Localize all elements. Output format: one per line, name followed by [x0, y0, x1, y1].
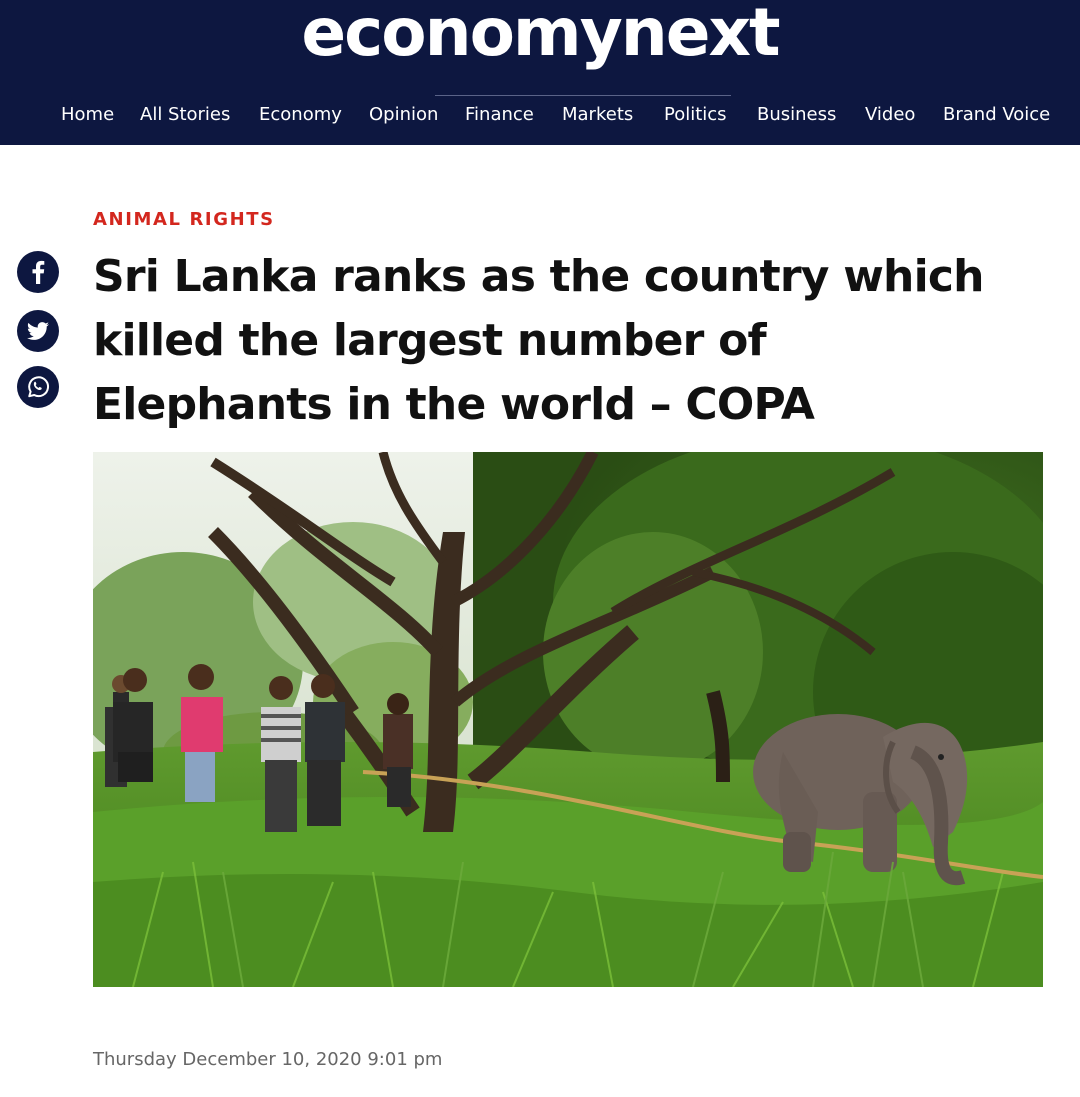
nav-item-economy[interactable]: Economy	[259, 104, 342, 125]
article-dateline: Thursday December 10, 2020 9:01 pm	[93, 1049, 443, 1070]
elephant-photo	[93, 452, 1043, 987]
nav-item-brand-voice[interactable]: Brand Voice	[943, 104, 1051, 125]
facebook-share-button[interactable]	[17, 251, 59, 293]
nav-item-politics[interactable]: Politics	[664, 104, 727, 125]
nav-divider	[435, 95, 731, 96]
nav-item-video[interactable]: Video	[865, 104, 916, 125]
nav-item-all-stories[interactable]: All Stories	[140, 104, 231, 125]
twitter-icon	[17, 310, 59, 352]
article-category[interactable]: ANIMAL RIGHTS	[93, 209, 275, 230]
headline-line: Elephants in the world – COPA	[93, 379, 815, 430]
article-hero-image[interactable]	[93, 452, 1043, 987]
site-header	[0, 0, 1080, 145]
facebook-icon	[17, 251, 59, 293]
headline-line: Sri Lanka ranks as the country which	[93, 251, 984, 302]
whatsapp-share-button[interactable]	[17, 366, 59, 408]
article-headline	[93, 245, 1053, 437]
nav-item-home[interactable]: Home	[61, 104, 115, 125]
twitter-share-button[interactable]	[17, 310, 59, 352]
whatsapp-icon	[17, 366, 59, 408]
nav-item-finance[interactable]: Finance	[465, 104, 534, 125]
nav-item-opinion[interactable]: Opinion	[369, 104, 439, 125]
headline-line: killed the largest number of	[93, 315, 766, 366]
main-nav	[0, 100, 1080, 132]
site-logo[interactable]: economynext	[301, 0, 779, 71]
nav-item-business[interactable]: Business	[757, 104, 837, 125]
nav-item-markets[interactable]: Markets	[562, 104, 634, 125]
